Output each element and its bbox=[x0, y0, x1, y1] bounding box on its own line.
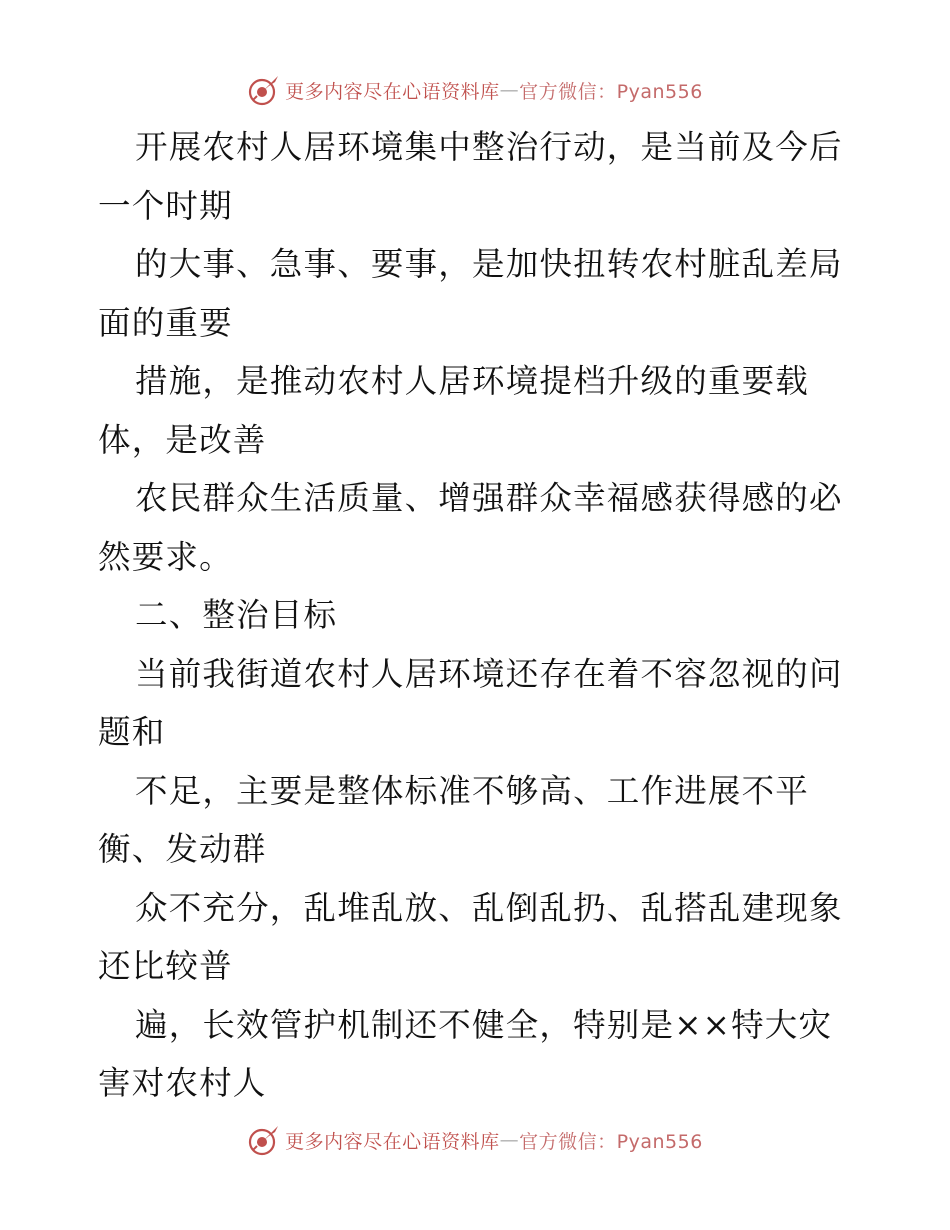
header-contact-text: 官方微信：Pyan556 bbox=[519, 80, 703, 103]
footer-contact-text: 官方微信：Pyan556 bbox=[519, 1130, 703, 1153]
text-line: 衡、发动群 bbox=[98, 830, 267, 868]
quill-pen-logo-icon bbox=[247, 1123, 281, 1157]
section-heading: 二、整治目标 bbox=[135, 596, 338, 634]
header-separator: — bbox=[499, 79, 520, 101]
text-line: 体，是改善 bbox=[98, 420, 267, 459]
text-line: 不足，主要是整体标准不够高、工作进展不平 bbox=[135, 771, 810, 810]
text-line: 然要求。 bbox=[98, 537, 233, 576]
text-line: 的大事、急事、要事，是加快扭转农村脏乱差局 bbox=[135, 245, 843, 283]
footer-watermark bbox=[0, 1120, 950, 1160]
footer-separator: — bbox=[499, 1129, 520, 1151]
text-line: 题和 bbox=[98, 713, 166, 751]
header-brand-text: 更多内容尽在心语资料库 bbox=[285, 80, 500, 103]
text-line: 众不充分，乱堆乱放、乱倒乱扔、乱搭乱建现象 bbox=[135, 888, 843, 927]
text-line: 还比较普 bbox=[98, 947, 233, 985]
text-line: 害对农村人 bbox=[98, 1064, 267, 1102]
text-line: 一个时期 bbox=[98, 186, 233, 225]
text-line: 遍，长效管护机制还不健全，特别是××特大灾 bbox=[135, 1005, 833, 1044]
document-body bbox=[98, 118, 858, 1113]
quill-pen-logo-icon bbox=[247, 73, 281, 107]
text-line: 当前我街道农村人居环境还存在着不容忽视的问 bbox=[135, 654, 843, 693]
footer-brand-text: 更多内容尽在心语资料库 bbox=[285, 1130, 500, 1153]
text-line: 开展农村人居环境集中整治行动，是当前及今后 bbox=[135, 128, 843, 166]
text-line: 面的重要 bbox=[98, 303, 233, 342]
text-line: 农民群众生活质量、增强群众幸福感获得感的必 bbox=[135, 479, 843, 517]
header-watermark bbox=[0, 70, 950, 110]
text-line: 措施，是推动农村人居环境提档升级的重要载 bbox=[135, 362, 810, 400]
